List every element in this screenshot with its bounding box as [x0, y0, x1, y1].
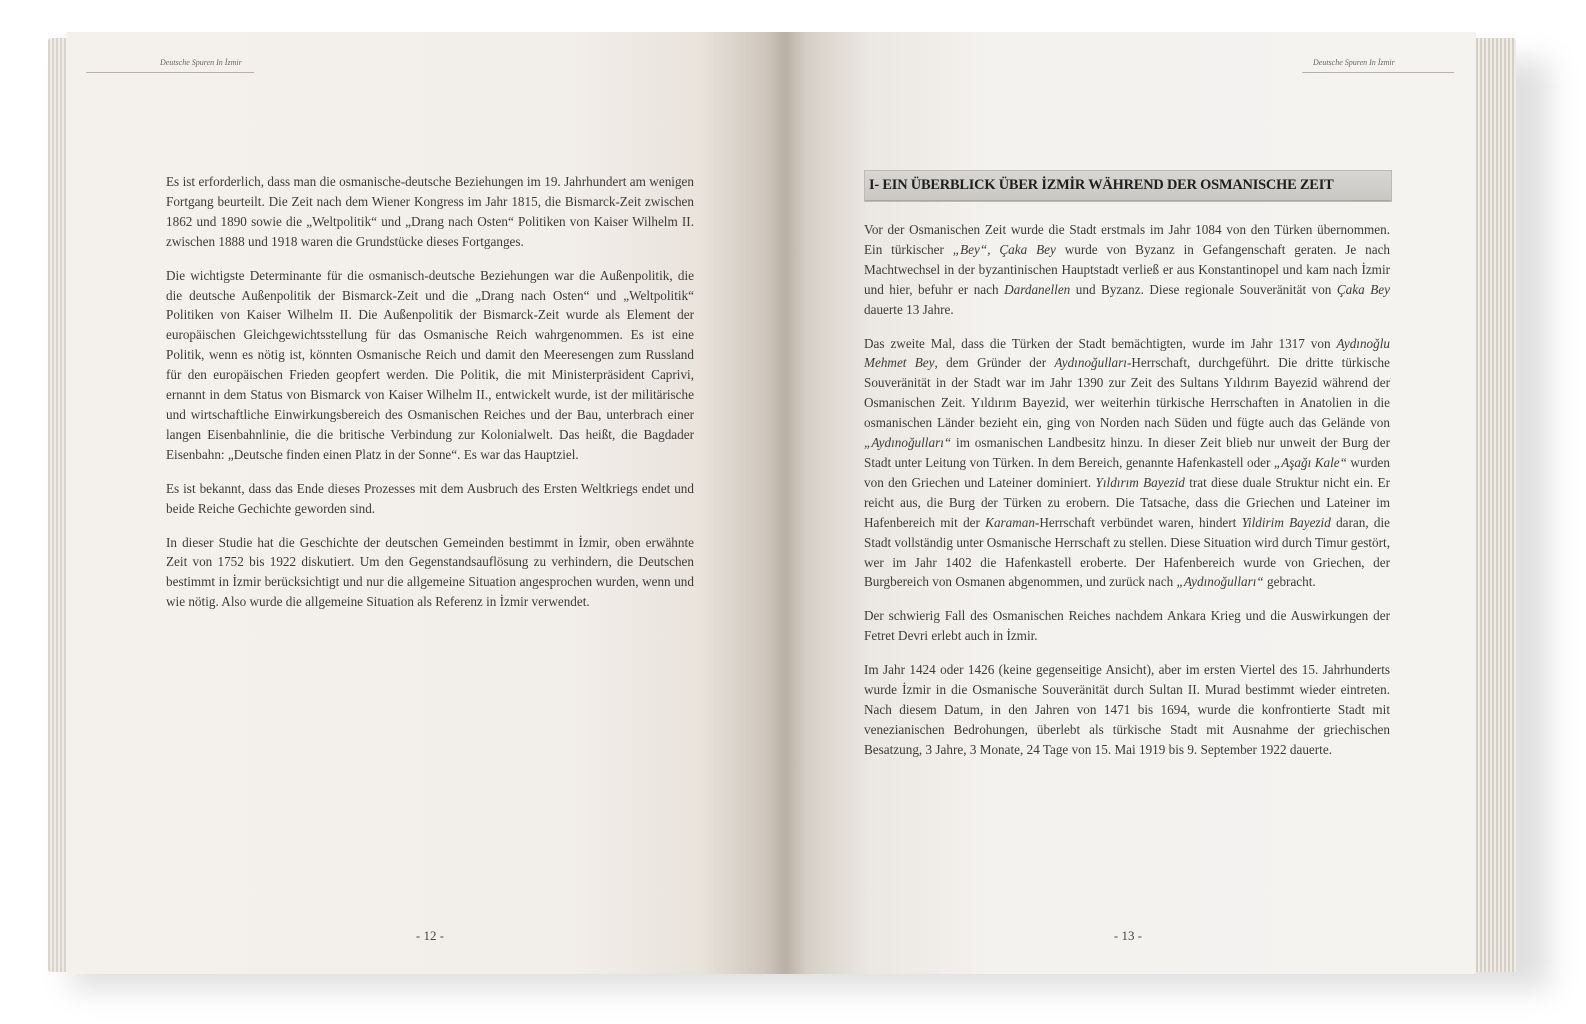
left-paragraph-3: Es ist bekannt, dass das Ende dieses Prozesses mit dem Ausbruch des Ersten Weltkriegs endet und beide Reiche Gechichte geworden sind.: [166, 480, 694, 516]
right-paragraph-3: Der schwierig Fall des Osmanischen Reiches nachdem Ankara Krieg und die Auswirkungen der Fetret Devri erlebt auch in İzmir.: [864, 608, 1390, 644]
head-rule-left: [86, 72, 254, 73]
running-head-right: Deutsche Spuren In İzmir: [1313, 58, 1395, 67]
section-heading-box: [864, 170, 1392, 202]
left-text-block: [166, 172, 694, 626]
page-number-left: - 12 -: [415, 928, 445, 943]
left-paragraph-4: In dieser Studie hat die Geschichte der deutschen Gemeinden bestimmt in İzmir, oben erwähnte Zeit von 1752 bis 1922 diskutiert. Um den Gegenstandsauflösung zu verhindern, die Deutschen bestimmt in İzmir berücksichtigt und nur die allgemeine Situation angesprochen wurden, wenn und wie nötig. Also wurde die allgemeine Situation als Referenz in İzmir verwendet.: [166, 534, 694, 610]
right-paragraph-4: Im Jahr 1424 oder 1426 (keine gegenseitige Ansicht), aber im ersten Viertel des 15. Jahrhunderts wurde İzmir in die Osmanische Souveränität durch Sultan II. Murad bestimmt wieder eintreten. Nach diesem Datum, in den Jahren von 1471 bis 1694, wurde die konfrontierte Stadt mit venezianischen Bedrohungen, überlebt als türkische Stadt mit Ausnahme der griechischen Besatzung, 3 Jahre, 3 Monate, 24 Tage von 15. Mai 1919 bis 9. September 1922 dauerte.: [864, 662, 1390, 757]
right-page: [786, 32, 1476, 974]
page-edges-right: [1474, 38, 1516, 972]
head-rule-right: [1302, 72, 1454, 73]
right-paragraph-1: Vor der Osmanischen Zeit wurde die Stadt erstmals im Jahr 1084 von den Türken übernommen. Ein türkischer „Bey“, Çaka Bey wurde von Byzanz in Gefangenschaft geraten. Je nach Machtwechsel in der byzantinischen Hauptstadt verließ er aus Konstantinopel und kam nach İzmir und hier, befuhr er nach Dardanellen und Byzanz. Diese regionale Souveränität von Çaka Bey dauerte 13 Jahre.: [864, 222, 1391, 317]
section-heading: I- EIN ÜBERBLICK ÜBER İZMİR WÄHREND DER OSMANISCHE ZEIT: [869, 177, 1334, 193]
running-head-left: Deutsche Spuren In İzmir: [160, 58, 242, 67]
right-text-block: [864, 220, 1390, 774]
left-page: [66, 32, 786, 974]
right-paragraph-2: Das zweite Mal, dass die Türken der Stadt bemächtigten, wurde im Jahr 1317 von Aydınoğlu Mehmet Bey, dem Gründer der Aydınoğulları-Herrschaft, durchgeführt. Die dritte türkische Souveränität in der Stadt war im Jahr 1390 zur Zeit des Sultans Yıldırım Bayezid während der Osmanischen Zeit. Yıldırım Bayezid, wer weiterhin türkische Herrschaften in Anatolien in die osmanischen Länder bezieht ein, ging von Norden nach Süden und fügte auch das Gelände von „Aydınoğulları“ im osmanischen Landbesitz hinzu. In dieser Zeit blieb nur unweit der Burg der Stadt unter Leitung von Türken. In dem Bereich, genannte Hafenkastell oder „Aşağı Kale“ wurden von den Griechen und Lateiner dominiert. Yıldırım Bayezid trat diese duale Struktur nicht ein. Er reicht aus, die Burg der Türken zu erobern. Die Tatsache, dass die Griechen und Lateiner im Hafenbereich mit der Karaman-Herrschaft verbündet waren, hindert Yildirim Bayezid daran, die Stadt vollständig unter Osmanische Herrschaft zu stellen. Diese Situation wird durch Timur gestört, wer im Jahr 1402 die Hafenkastell eroberte. Der Hafenbereich wurde von Griechen, der Burgbereich von Osmanen abgenommen, und zurück nach „Aydınoğulları“ gebracht.: [864, 335, 1390, 590]
page-number-right: - 13 -: [1113, 928, 1143, 943]
left-paragraph-1: Es ist erforderlich, dass man die osmanische-deutsche Beziehungen im 19. Jahrhundert am wenigen Fortgang beurteilt. Die Zeit nach dem Wiener Kongress im Jahr 1815, die Bismarck-Zeit zwischen 1862 und 1890 sowie die „Weltpolitik“ und „Drang nach Osten“ Politiken von Kaiser Wilhelm II. zwischen 1888 und 1918 waren die Grundstücke dieses Fortganges.: [166, 174, 694, 249]
left-paragraph-2: Die wichtigste Determinante für die osmanisch-deutsche Beziehungen war die Außenpolitik, die die deutsche Außenpolitik der Bismarck-Zeit und die „Drang nach Osten“ und „Weltpolitik“ Politiken von Kaiser Wilhelm II. Die Außenpolitik der Bismarck-Zeit wurde als Element der europäischen Gleichgewichtsstellung für das Osmanische Reich wahrgenommen. Es ist eine Politik, wenn es nötig ist, könnten Osmanische Reich und damit den Meeresengen zum Russland für den europäischen Frieden geopfert werden. Die Politik, die mit Ministerpräsident Caprivi, ernannt in dem Status von Bismarck von Kaiser Wilhelm II., entwickelt wurde, ist der militärische und wirtschaftliche Einwirkungsbereich des Osmanischen Reiches und der Bau, unterbrach einer langen Eisenbahnlinie, die die britische Verbindung zur Kolonialwelt. Das heißt, die Bagdader Eisenbahn: „Deutsche finden einen Platz in der Sonne“. Es war das Hauptziel.: [166, 267, 694, 462]
